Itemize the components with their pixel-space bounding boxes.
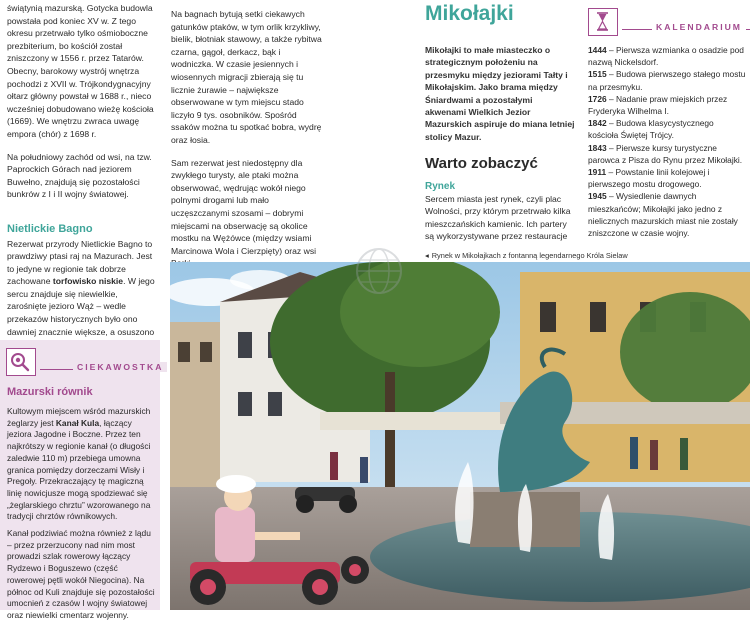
kalendarium-text: – Nadanie praw miejskich przez Fryderyka Wilhelma I. bbox=[588, 93, 728, 117]
kalendarium-year: 1843 bbox=[588, 142, 607, 153]
kalendarium-year: 1842 bbox=[588, 118, 607, 129]
middle-column bbox=[171, 8, 323, 276]
kalendarium-text: – Budowa klasycystycznego kościoła Świętej Trójcy. bbox=[588, 118, 714, 141]
ciek-p1-a: Kultowym miejscem wśród mazurskich żeglarzy jest bbox=[7, 406, 151, 428]
ciekawostka-label: CIEKAWOSTKA bbox=[73, 362, 167, 372]
kalendarium-entry bbox=[588, 142, 746, 166]
kalendarium-year: 1515 bbox=[588, 69, 607, 80]
rynek-paragraph: Sercem miasta jest rynek, czyli plac Wolności, przy którym przetrwało kilka mieszczańskich kamienic. Ich partery są wykorzystywane przez restauracje bbox=[425, 194, 571, 242]
nietlickie-text-a: Rezerwat przyrody Nietlickie Bagno to prawdziwy ptasi raj na Mazurach. Jest to jedyne w regionie tak dobrze zachowane bbox=[7, 238, 153, 287]
nietlickie-heading: Nietlickie Bagno bbox=[7, 222, 93, 235]
kalendarium-entry bbox=[588, 166, 746, 190]
section-heading: Warto zobaczyć bbox=[425, 155, 538, 172]
nietlickie-bold: torfowisko niskie bbox=[52, 276, 124, 287]
kalendarium-text: – Wysiedlenie dawnych mieszkańców; Mikołajki jako jedno z nielicznych mazurskich miast nie zostały zniszczone w czasie wojny. bbox=[588, 191, 738, 239]
caption-text: Rynek w Mikołajkach z fontanną legendarnego Króla Sielaw bbox=[431, 251, 628, 260]
ciekawostka-paragraph-1 bbox=[7, 406, 157, 523]
ciek-p1-b: , łączący jeziora Jagodne i Boczne. Przez ten najkrótszy w regionie kanał (o długości zaledwie 110 m) przebiega umowna granica pomiędzy dorzeczami Wisły i Pregoły. Przekraczający tę magiczną linię nowicjusze mogą spodziewać się „żeglarskiego chrztu” wzorowanego na tradycji chrztów równikowych. bbox=[7, 417, 151, 522]
watermark-logo bbox=[344, 236, 414, 306]
ciekawostka-title: Mazurski równik bbox=[7, 386, 93, 398]
rynek-heading: Rynek bbox=[425, 181, 456, 192]
kalendarium-text: – Pierwsza wzmianka o osadzie pod nazwą Nickelsdorf. bbox=[588, 45, 744, 68]
birds-paragraph: Na bagnach bytują setki ciekawych gatunków ptaków, w tym orlik krzykliwy, bielik, błotniak stawowy, a także rybitwa czarna, gągoł, derkacz, bąk i wodniczka. W czasie jesiennych i wiosennych migracji zbierają się tu licznie żurawie – największe obserwowane w tym miejscu stado liczyło 9 tys. osobników. Spośród ssaków można tu spotkać bobra, wydrę oraz łosia. bbox=[171, 9, 322, 145]
kalendarium-entry bbox=[588, 44, 746, 68]
bunkers-paragraph: Na południowy zachód od wsi, na tzw. Paprockich Górach nad jeziorem Buwełno, znajdują się pozostałości bunkrów z I i II wojny światowej. bbox=[7, 151, 152, 200]
nietlickie-text-b: . W jego sercu znajduje się niewielkie, zarośnięte jezioro Wąż – wedle przekazów historycznych było ono dawniej znacznie większe, a osuszono bbox=[7, 276, 155, 337]
page-title: Mikołajki bbox=[425, 2, 514, 25]
kalendarium-entry bbox=[588, 190, 746, 239]
kalendarium-entry bbox=[588, 93, 746, 117]
kalendarium-entry bbox=[588, 68, 746, 92]
ciekawostka-text bbox=[7, 406, 157, 627]
hourglass-icon bbox=[588, 8, 618, 36]
kalendarium-list bbox=[588, 44, 746, 239]
photo-caption bbox=[425, 251, 628, 260]
kalendarium-year: 1444 bbox=[588, 45, 607, 55]
kalendarium-text: – Powstanie linii kolejowej i pierwszego mostu drogowego. bbox=[588, 167, 710, 190]
kalendarium-text: – Budowa pierwszego stałego mostu na przesmyku. bbox=[588, 69, 746, 92]
kalendarium-text: – Pierwsze kursy turystyczne parowca z Pisza do Rynu przez Mikołajki. bbox=[588, 142, 743, 165]
kalendarium-year: 1726 bbox=[588, 93, 607, 104]
church-paragraph: świątynią mazurską. Gotycka budowla powstała pod koniec XV w. Z tego okresu przetrwało tylko ośmioboczne prezbiterium, bo kościół został zniszczony w 1556 r. przez Tatarów. Obecny, barokowy wystrój wnętrza pochodzi z XVII w. Trójkondygnacyjny ołtarz główny powstał w 1688 r., nieco wcześniej dobudowano wieżę kościoła (1669). We wnętrzu zwraca uwagę empora (chór) z 1698 r. bbox=[7, 3, 154, 139]
reserve-paragraph: Sam rezerwat jest niedostępny dla zwykłego turysty, ale ptaki można obserwować, wędrując wokół niego polnymi drogami lub mało uczęszczanymi szosami – dobrymi miejscami na obserwację są okolice mostku na Wężówce (między wsiami Marcinowa Wola i Cierzpięty) oraz wsi bbox=[171, 157, 317, 256]
intro-paragraph: Mikołajki to małe miasteczko o strategicznym położeniu na przesmyku między jeziorami Tałty i Mikołajskim. Jako brama między Śniardwami a pozostałymi akwenami Wielkich Jezior Mazurskich aspiruje do miana letniej stolicy Mazur. bbox=[425, 45, 575, 142]
caption-arrow-icon: ◂ bbox=[425, 251, 429, 260]
town-square-photo bbox=[170, 262, 750, 610]
ciek-p1-bold: Kanał Kula bbox=[55, 417, 100, 428]
kalendarium-year: 1911 bbox=[588, 167, 607, 178]
left-column bbox=[7, 2, 157, 369]
magnifier-icon bbox=[6, 348, 36, 376]
kalendarium-year: 1945 bbox=[588, 191, 607, 202]
ciekawostka-paragraph-2: Kanał podziwiać można również z lądu – przez przerzucony nad nim most prowadzi szlak rowerowy łączący Rydzewo i Boguszewo (część rowerowej pętli wokół Niegocina). Na północ od Kuli znajduje się pozostałości umocnień z czasów I wojny światowej oraz niewielki cmentarz wojenny. bbox=[7, 528, 155, 620]
kalendarium-entry bbox=[588, 117, 746, 141]
kalendarium-label: KALENDARIUM bbox=[652, 22, 746, 32]
